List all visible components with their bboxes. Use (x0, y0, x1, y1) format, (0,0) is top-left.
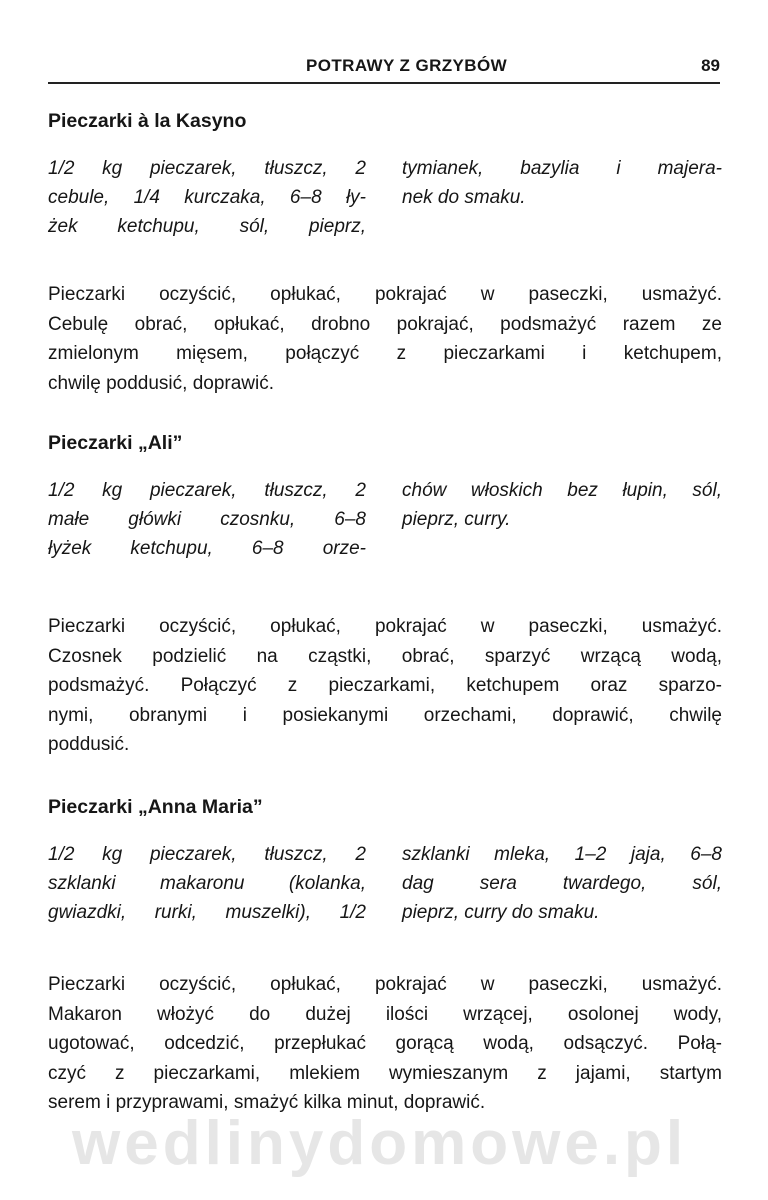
ingredient-line: 1/2 kg pieczarek, tłuszcz, 2 (48, 158, 366, 179)
method-line: ugotować, odcedzić, przepłukać gorącą wodą, odsączyć. Połą- (48, 1033, 722, 1054)
method-line: podsmażyć. Połączyć z pieczarkami, ketchupem oraz sparzo- (48, 675, 722, 696)
page-number: 89 (701, 56, 720, 75)
ingredient-line: chów włoskich bez łupin, sól, (402, 480, 722, 501)
method-line: serem i przyprawami, smażyć kilka minut, doprawić. (48, 1092, 486, 1113)
recipe-kasyno (48, 110, 722, 394)
ingredient-line: 1/2 kg pieczarek, tłuszcz, 2 (48, 480, 366, 501)
method-line: nymi, obranymi i posiekanymi orzechami, doprawić, chwilę (48, 704, 722, 726)
ingredients-left-column (48, 154, 366, 241)
ingredient-line: tymianek, bazylia i majera- (402, 158, 722, 179)
recipe-title: Pieczarki „Anna Maria” (48, 796, 263, 818)
method-text (48, 280, 722, 398)
method-line: Makaron włożyć do dużej ilości wrzącej, osolonej wody, (48, 1003, 722, 1025)
ingredient-line: pieprz, curry do smaku. (402, 902, 600, 923)
method-line: zmielonym mięsem, połączyć z pieczarkami i ketchupem, (48, 343, 722, 364)
method-line: chwilę poddusić, doprawić. (48, 372, 275, 394)
method-line: Pieczarki oczyścić, opłukać, pokrajać w paseczki, usmażyć. (48, 974, 722, 995)
method-line: Cebulę obrać, opłukać, drobno pokrajać, podsmażyć razem ze (48, 313, 722, 335)
method-line: czyć z pieczarkami, mlekiem wymieszanym z jajami, startym (48, 1062, 722, 1084)
recipe-title: Pieczarki „Ali” (48, 432, 183, 454)
method-line: poddusić. (48, 734, 130, 755)
ingredient-line: szklanki mleka, 1–2 jaja, 6–8 (402, 844, 722, 865)
ingredients (48, 154, 722, 264)
ingredient-line: nek do smaku. (402, 187, 526, 208)
ingredients (48, 840, 722, 950)
ingredients-right-column (402, 476, 722, 534)
ingredient-line: małe główki czosnku, 6–8 (48, 509, 366, 530)
ingredient-line: cebule, 1/4 kurczaka, 6–8 ły- (48, 187, 366, 208)
ingredients-left-column (48, 476, 366, 563)
section-title: POTRAWY Z GRZYBÓW (306, 56, 508, 75)
ingredients (48, 476, 722, 586)
method-text (48, 970, 722, 1118)
method-line: Pieczarki oczyścić, opłukać, pokrajać w paseczki, usmażyć. (48, 616, 722, 637)
ingredient-line: gwiazdki, rurki, muszelki), 1/2 (48, 902, 366, 923)
recipe-anna-maria (48, 796, 722, 1113)
ingredient-line: pieprz, curry. (402, 509, 511, 530)
ingredient-line: łyżek ketchupu, 6–8 orze- (48, 538, 366, 559)
recipe-title: Pieczarki à la Kasyno (48, 110, 247, 132)
ingredient-line: żek ketchupu, sól, pieprz, (48, 216, 366, 237)
watermark: wedlinydomowe.pl (72, 1109, 688, 1178)
ingredient-line: szklanki makaronu (kolanka, (48, 873, 366, 894)
header-rule (48, 82, 720, 84)
ingredients-right-column (402, 154, 722, 212)
recipe-ali (48, 432, 722, 755)
method-line: Czosnek podzielić na cząstki, obrać, sparzyć wrzącą wodą, (48, 645, 722, 667)
ingredient-line: 1/2 kg pieczarek, tłuszcz, 2 (48, 844, 366, 865)
ingredient-line: dag sera twardego, sól, (402, 873, 722, 894)
ingredients-left-column (48, 840, 366, 927)
ingredients-right-column (402, 840, 722, 927)
method-line: Pieczarki oczyścić, opłukać, pokrajać w paseczki, usmażyć. (48, 284, 722, 305)
method-text (48, 612, 722, 760)
